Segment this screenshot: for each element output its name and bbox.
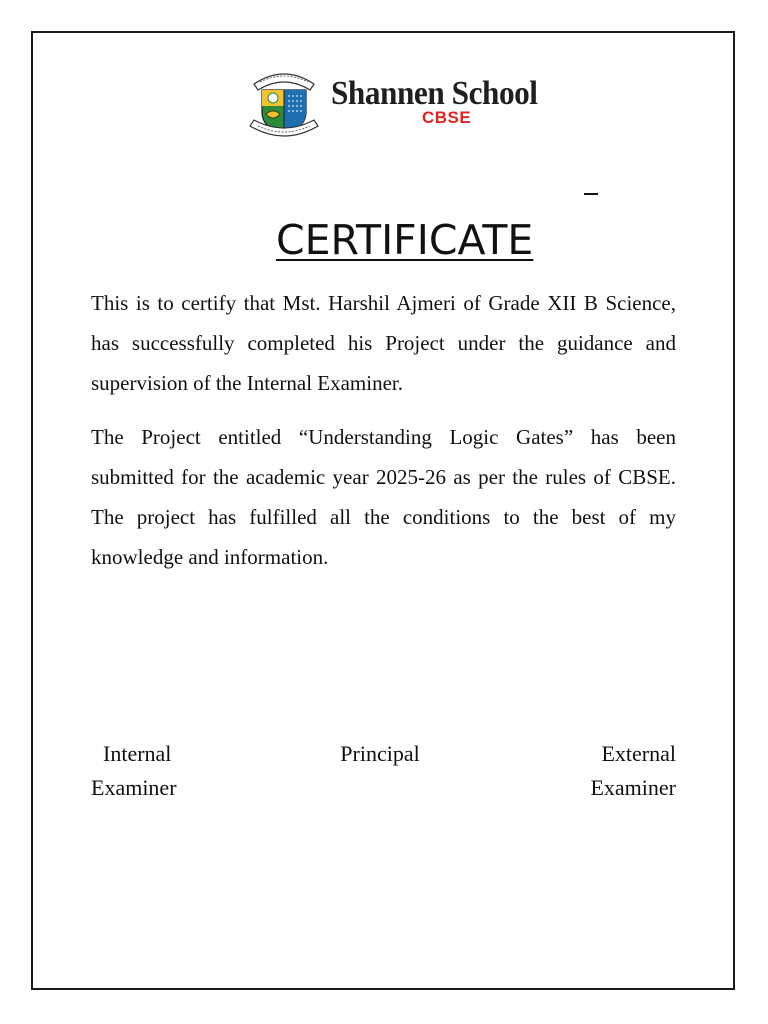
certificate-paragraph-2: The Project entitled “Understanding Logic Gates” has been submitted for the academic year 2025-26 as per the rules of CBSE. The project has fulfilled all the conditions to the best of my knowledge and information. [91,425,676,569]
external-examiner-signature [556,737,676,805]
school-emblem-icon [244,66,324,142]
stray-dash [584,193,598,195]
principal-label: Principal [340,741,420,766]
internal-examiner-label-line1: Internal [103,741,172,766]
board-name: CBSE [422,108,472,127]
principal-signature [320,737,440,771]
school-name: Shannen School [331,75,538,112]
certificate-title: CERTIFICATE [276,216,534,264]
external-examiner-label-line2: Examiner [590,775,676,800]
certificate-paragraph-1: This is to certify that Mst. Harshil Ajmeri of Grade XII B Science, has successfully completed his Project under the guidance and supervision of the Internal Examiner. [91,291,676,395]
internal-examiner-label-line2: Examiner [91,775,177,800]
school-logo [244,66,574,142]
internal-examiner-signature [91,737,221,805]
external-examiner-label-line1: External [601,741,676,766]
